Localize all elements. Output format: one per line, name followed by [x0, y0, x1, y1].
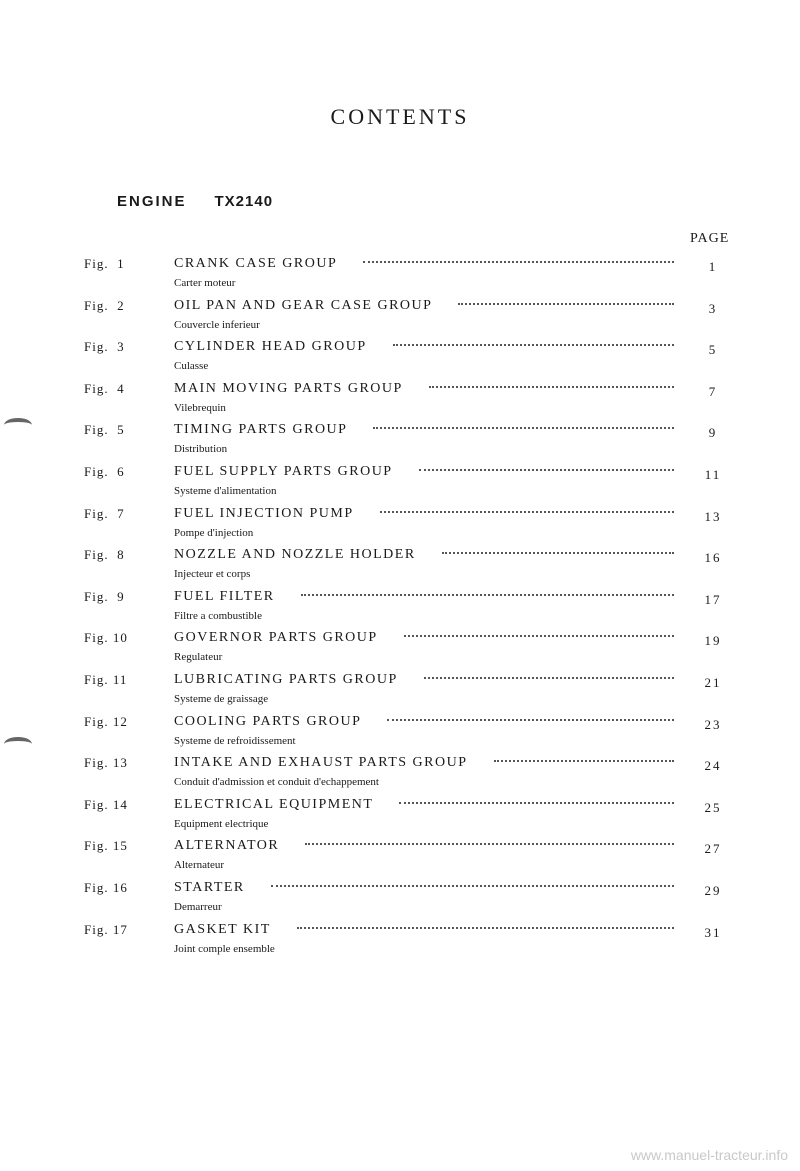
entry-title-line [174, 838, 674, 854]
toc-entry [0, 298, 800, 340]
entry-subtitle-fr: Conduit d'admission et conduit d'echappement [174, 776, 379, 789]
dot-leader [494, 759, 674, 762]
toc-entry [0, 464, 800, 506]
toc-entry [0, 589, 800, 631]
entry-title-line [174, 464, 674, 480]
page-column-header: PAGE [690, 231, 730, 246]
figure-number: Fig. 15 [84, 838, 128, 854]
toc-entry [0, 256, 800, 298]
dot-leader [373, 426, 674, 429]
page-number: 25 [704, 799, 722, 815]
toc-entry [0, 838, 800, 880]
toc-entry [0, 797, 800, 839]
page-number: 21 [704, 674, 722, 690]
figure-number: Fig. 16 [84, 879, 128, 895]
entry-subtitle-fr: Filtre a combustible [174, 609, 262, 622]
figure-number: Fig. 2 [84, 297, 125, 313]
figure-number: Fig. 6 [84, 463, 125, 479]
figure-number: Fig. 17 [84, 921, 128, 937]
toc-entry [0, 755, 800, 797]
entry-title-line [174, 589, 674, 605]
entry-title-line [174, 298, 674, 314]
toc-entry [0, 880, 800, 922]
entry-subtitle-fr: Regulateur [174, 651, 223, 664]
entry-title: STARTER [174, 879, 245, 895]
figure-number: Fig. 8 [84, 547, 125, 563]
entry-title: FUEL INJECTION PUMP [174, 505, 354, 521]
figure-number: Fig. 12 [84, 713, 128, 729]
page-number: 23 [704, 716, 722, 732]
engine-heading [117, 193, 273, 210]
entry-title: LUBRICATING PARTS GROUP [174, 671, 398, 687]
entry-title-line [174, 797, 674, 813]
entry-title-line [174, 880, 674, 896]
entry-title-line [174, 506, 674, 522]
figure-number: Fig. 9 [84, 588, 125, 604]
toc-entry [0, 506, 800, 548]
entry-title: CRANK CASE GROUP [174, 256, 338, 271]
entry-title: CYLINDER HEAD GROUP [174, 339, 367, 355]
entry-title: TIMING PARTS GROUP [174, 422, 348, 438]
entry-subtitle-fr: Systeme de refroidissement [174, 734, 296, 747]
entry-subtitle-fr: Systeme d'alimentation [174, 484, 277, 497]
dot-leader [297, 926, 674, 929]
page-number: 27 [704, 841, 722, 857]
dot-leader [393, 343, 674, 346]
entry-title-line [174, 630, 674, 646]
entry-subtitle-fr: Distribution [174, 443, 228, 456]
page-number: 9 [708, 425, 718, 441]
entry-title-line [174, 381, 674, 397]
entry-title: INTAKE AND EXHAUST PARTS GROUP [174, 755, 468, 771]
entry-title: FUEL SUPPLY PARTS GROUP [174, 463, 393, 479]
entry-title: OIL PAN AND GEAR CASE GROUP [174, 297, 433, 313]
page-number: 19 [704, 633, 722, 649]
dot-leader [399, 801, 674, 804]
figure-number: Fig. 7 [84, 505, 125, 521]
figure-number: Fig. 4 [84, 380, 125, 396]
dot-leader [424, 676, 674, 679]
entry-subtitle-fr: Joint comple ensemble [174, 942, 275, 955]
toc-entry [0, 381, 800, 423]
toc-entry [0, 714, 800, 756]
entry-title-line [174, 339, 674, 355]
entry-title: GASKET KIT [174, 921, 271, 937]
dot-leader [271, 884, 674, 887]
page-number: 16 [704, 550, 722, 566]
page-number: 24 [704, 758, 722, 774]
engine-model: TX2140 [214, 193, 274, 210]
entry-subtitle-fr: Pompe d'injection [174, 526, 254, 539]
entry-subtitle-fr: Injecteur et corps [174, 568, 251, 581]
entry-subtitle-fr: Culasse [174, 360, 209, 373]
entry-title-line [174, 714, 674, 730]
page-number: 5 [708, 342, 718, 358]
toc-entry [0, 922, 800, 964]
entry-subtitle-fr: Systeme de graissage [174, 692, 269, 705]
toc-entry [0, 630, 800, 672]
engine-label: ENGINE [117, 193, 187, 210]
page-number: 3 [708, 300, 718, 316]
entry-title-line [174, 922, 674, 938]
page-number: 17 [704, 591, 722, 607]
page-title: CONTENTS [330, 104, 470, 129]
entry-title: COOLING PARTS GROUP [174, 713, 362, 729]
entry-title-line [174, 547, 674, 563]
entry-title: NOZZLE AND NOZZLE HOLDER [174, 547, 416, 563]
entry-title: MAIN MOVING PARTS GROUP [174, 380, 403, 396]
page-number: 11 [704, 466, 722, 482]
toc-entry [0, 422, 800, 464]
entry-title: FUEL FILTER [174, 588, 275, 604]
dot-leader [429, 385, 674, 388]
figure-number: Fig. 3 [84, 339, 125, 355]
dot-leader [442, 551, 674, 554]
entry-title: ELECTRICAL EQUIPMENT [174, 796, 374, 812]
page-number: 31 [704, 924, 722, 940]
entry-subtitle-fr: Carter moteur [174, 277, 236, 289]
page-number: 1 [708, 259, 718, 274]
page-number: 13 [704, 508, 722, 524]
toc-entry [0, 339, 800, 381]
dot-leader [301, 593, 674, 596]
dot-leader [419, 468, 674, 471]
figure-number: Fig. 1 [84, 256, 125, 271]
entry-subtitle-fr: Couvercle inferieur [174, 318, 260, 331]
dot-leader [404, 634, 674, 637]
dot-leader [458, 302, 674, 305]
contents-list [0, 256, 800, 963]
entry-subtitle-fr: Equipment electrique [174, 817, 269, 830]
dot-leader [387, 718, 674, 721]
dot-leader [380, 510, 674, 513]
figure-number: Fig. 14 [84, 796, 128, 812]
entry-title-line [174, 256, 674, 272]
entry-subtitle-fr: Demarreur [174, 900, 222, 913]
figure-number: Fig. 11 [84, 671, 128, 687]
entry-subtitle-fr: Alternateur [174, 859, 225, 872]
entry-title-line [174, 672, 674, 688]
toc-entry [0, 547, 800, 589]
dot-leader [363, 260, 674, 263]
figure-number: Fig. 10 [84, 630, 128, 646]
page-number: 7 [708, 383, 718, 399]
entry-title-line [174, 422, 674, 438]
watermark-url: www.manuel-tracteur.info [630, 1147, 788, 1163]
figure-number: Fig. 13 [84, 755, 128, 771]
entry-title-line [174, 755, 674, 771]
entry-subtitle-fr: Vilebrequin [174, 401, 226, 414]
figure-number: Fig. 5 [84, 422, 125, 438]
dot-leader [305, 842, 674, 845]
entry-title: GOVERNOR PARTS GROUP [174, 630, 378, 646]
page-number: 29 [704, 882, 722, 898]
entry-title: ALTERNATOR [174, 838, 280, 854]
toc-entry [0, 672, 800, 714]
